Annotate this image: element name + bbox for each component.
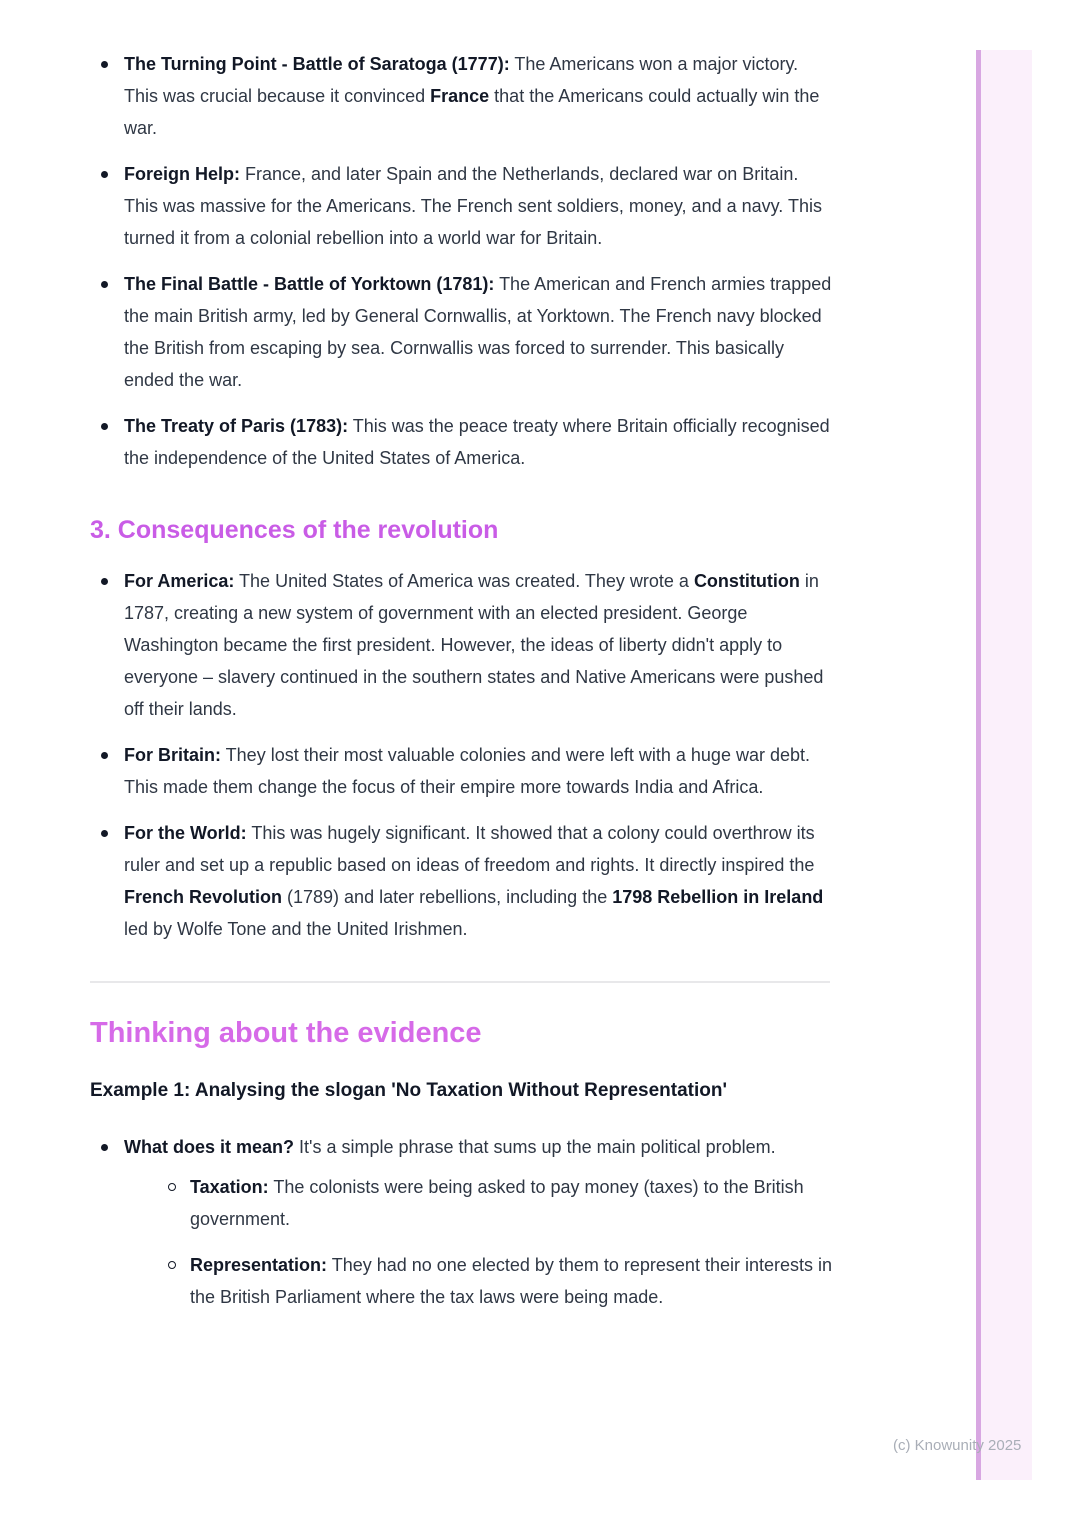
list-item bbox=[90, 410, 835, 474]
section-heading-consequences: 3. Consequences of the revolution bbox=[90, 516, 499, 544]
bullet-icon bbox=[101, 423, 108, 430]
sub-list-item-text: Taxation: The colonists were being asked to pay money (taxes) to the British government. bbox=[190, 1177, 804, 1229]
circle-bullet-icon bbox=[168, 1261, 176, 1269]
bullet-icon bbox=[101, 61, 108, 68]
list-item bbox=[90, 739, 835, 803]
side-accent-panel bbox=[981, 50, 1032, 1480]
list-item-text: The Turning Point - Battle of Saratoga (1777): The Americans won a major victory. This was crucial because it convinced France that the Americans could actually win the war. bbox=[124, 54, 820, 138]
list-item bbox=[90, 565, 835, 725]
list-item bbox=[90, 268, 835, 396]
evidence-sublist bbox=[158, 1171, 835, 1313]
circle-bullet-icon bbox=[168, 1183, 176, 1191]
bullet-icon bbox=[101, 1144, 108, 1151]
document-content bbox=[90, 0, 835, 1327]
list-item-text: Foreign Help: France, and later Spain and the Netherlands, declared war on Britain. This was massive for the Americans. The French sent soldiers, money, and a navy. This turned it from a colonial rebellion into a world war for Britain. bbox=[124, 164, 822, 248]
bullet-icon bbox=[101, 752, 108, 759]
list-item bbox=[90, 817, 835, 945]
evidence-list bbox=[90, 1131, 835, 1313]
list-item-text: The Treaty of Paris (1783): This was the peace treaty where Britain officially recognised the independence of the United States of America. bbox=[124, 416, 830, 468]
list-item bbox=[90, 158, 835, 254]
bullet-icon bbox=[101, 830, 108, 837]
sub-list-item bbox=[158, 1171, 835, 1235]
consequences-list bbox=[90, 565, 835, 945]
list-item-text: What does it mean? It's a simple phrase that sums up the main political problem. bbox=[124, 1137, 776, 1157]
copyright-note: (c) Knowunity 2025 bbox=[893, 1437, 1022, 1454]
section-title-evidence: Thinking about the evidence bbox=[90, 1017, 482, 1049]
list-item-text: For the World: This was hugely significant. It showed that a colony could overthrow its ruler and set up a republic based on ideas of freedom and rights. It directly inspired the French Revolution (1789) and later rebellions, including the 1798 Rebellion in Ireland led by Wolfe Tone and the United Irishmen. bbox=[124, 823, 824, 939]
section-divider bbox=[90, 981, 830, 983]
list-item bbox=[90, 1131, 835, 1313]
war-events-list bbox=[90, 48, 835, 474]
bullet-icon bbox=[101, 171, 108, 178]
bullet-icon bbox=[101, 578, 108, 585]
list-item-text: For Britain: They lost their most valuable colonies and were left with a huge war debt. This made them change the focus of their empire more towards India and Africa. bbox=[124, 745, 810, 797]
sub-list-item-text: Representation: They had no one elected by them to represent their interests in the British Parliament where the tax laws were being made. bbox=[190, 1255, 832, 1307]
list-item-text: For America: The United States of America was created. They wrote a Constitution in 1787, creating a new system of government with an elected president. George Washington became the first president. However, the ideas of liberty didn't apply to everyone – slavery continued in the southern states and Native Americans were pushed off their lands. bbox=[124, 571, 824, 719]
example-heading: Example 1: Analysing the slogan 'No Taxation Without Representation' bbox=[90, 1080, 728, 1101]
sub-list-item bbox=[158, 1249, 835, 1313]
bullet-icon bbox=[101, 281, 108, 288]
list-item bbox=[90, 48, 835, 144]
list-item-text: The Final Battle - Battle of Yorktown (1781): The American and French armies trapped the main British army, led by General Cornwallis, at Yorktown. The French navy blocked the British from escaping by sea. Cornwallis was forced to surrender. This basically ended the war. bbox=[124, 274, 832, 390]
